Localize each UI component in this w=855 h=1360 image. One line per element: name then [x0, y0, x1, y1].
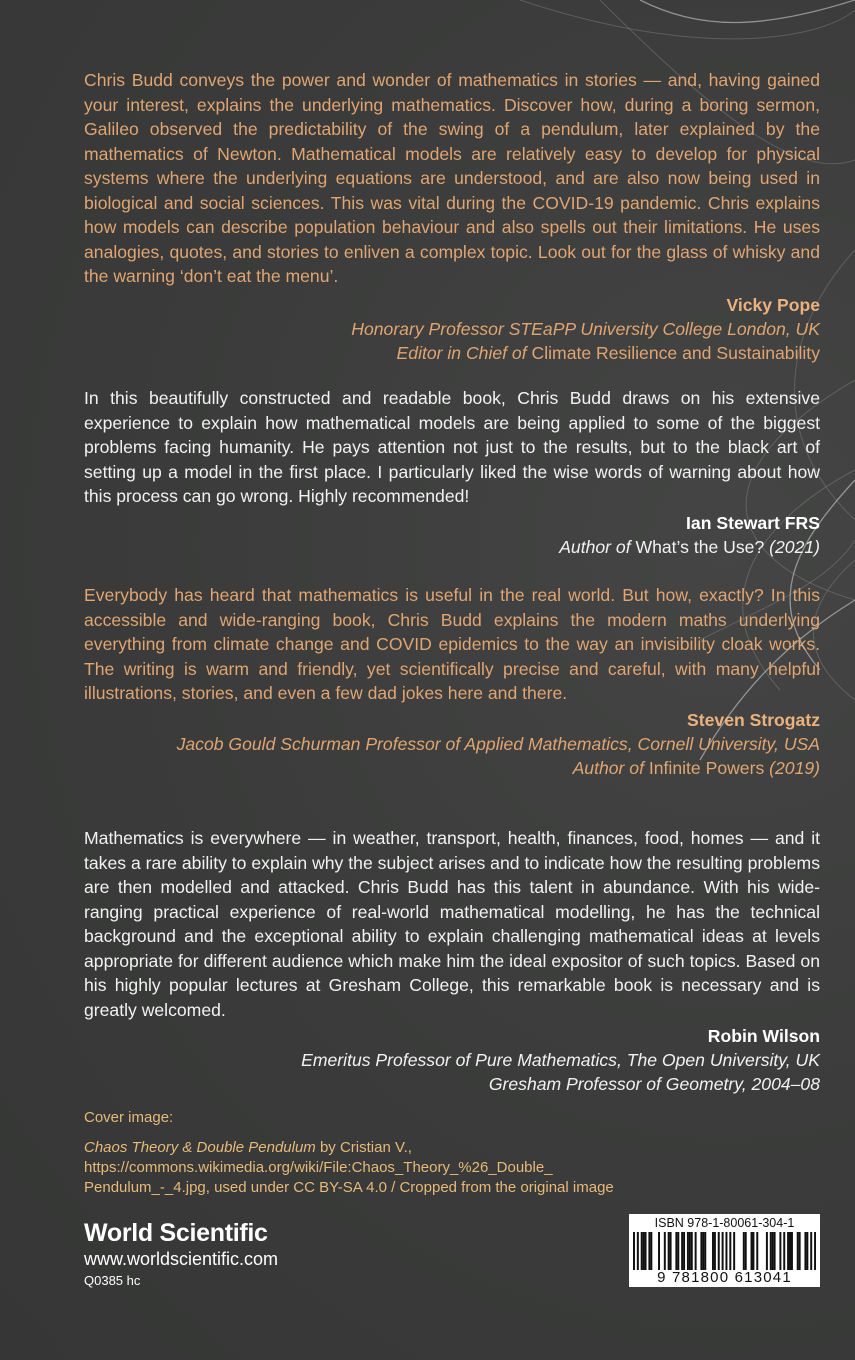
- isbn-barcode: [629, 1214, 820, 1287]
- barcode-bar: [752, 1232, 754, 1270]
- trail-line: [640, 0, 855, 23]
- barcode-digits: 9 781800 613041: [657, 1269, 792, 1286]
- review-quote: Everybody has heard that mathematics is useful in the real world. But how, exactly? In this accessible and wide-ranging book, Chris Budd explains the modern maths underlying everything from climate change and COVID epidemics to the way an invisibility cloak works. The writing is warm and friendly, yet scientifically precise and careful, with many helpful illustrations, stories, and even a few dad jokes here and there.: [84, 585, 820, 703]
- review-3: [84, 583, 820, 780]
- barcode-bar: [772, 1232, 774, 1270]
- barcode-bar: [670, 1232, 672, 1270]
- product-code: Q0385 hc: [84, 1273, 141, 1288]
- review-quote: Mathematics is everywhere — in weather, transport, health, finances, food, homes — and it takes a rare ability to explain why the subject arises and to indicate how the resulting problems are then modelled and attacked. Chris Budd has this talent in abundance. With his wide-ranging practical experience of real-world mathematical modelling, he has the technical background and the exceptional ability to explain challenging mathematical ideas at levels appropriate for different audience which make him the ideal expositor of such topics. Based on his highly popular lectures at Gresham College, this remarkable book is necessary and is greatly welcomed.: [84, 828, 820, 1020]
- barcode-bar: [683, 1232, 685, 1270]
- barcode-bar: [712, 1232, 714, 1270]
- barcode-bar: [722, 1232, 724, 1270]
- publisher-block: [84, 1218, 278, 1292]
- review-4: [84, 826, 820, 1096]
- publisher-url: www.worldscientific.com: [84, 1249, 279, 1269]
- review-2: [84, 386, 820, 559]
- barcode-bar: [643, 1232, 645, 1270]
- review-author-role: Author of Infinite Powers (2019): [572, 757, 820, 778]
- barcode-bar: [681, 1232, 683, 1270]
- barcode-bars: [633, 1232, 816, 1270]
- barcode-bar: [675, 1232, 677, 1270]
- barcode-bar: [645, 1232, 647, 1270]
- review-author: Vicky Pope: [726, 294, 820, 315]
- barcode-bar: [751, 1232, 753, 1270]
- credit-by: by Cristian V.,: [315, 1139, 412, 1156]
- barcode-bar: [633, 1232, 635, 1270]
- barcode-bar: [779, 1232, 781, 1270]
- barcode-bar: [745, 1232, 747, 1270]
- barcode-bar: [725, 1232, 727, 1270]
- barcode-bar: [700, 1232, 702, 1270]
- barcode-bar: [704, 1232, 706, 1270]
- review-author: Robin Wilson: [707, 1026, 820, 1046]
- barcode-bar: [797, 1232, 799, 1270]
- review-1: [84, 68, 820, 365]
- review-author-role: Jacob Gould Schurman Professor of Applied Mathematics, Cornell University, USA: [176, 733, 820, 754]
- review-author-role: Honorary Professor STEaPP University College London, UK: [351, 318, 820, 339]
- barcode-bar: [791, 1232, 793, 1270]
- trail-line: [520, 0, 855, 39]
- barcode-bar: [658, 1232, 660, 1270]
- barcode-bar: [756, 1232, 758, 1270]
- review-author-role: Gresham Professor of Geometry, 2004–08: [488, 1074, 820, 1094]
- barcode-bar: [799, 1232, 801, 1270]
- barcode-bar: [650, 1232, 652, 1270]
- barcode-bar: [810, 1232, 812, 1270]
- barcode-bar: [733, 1232, 735, 1270]
- cover-image-credit: [84, 1108, 684, 1198]
- barcode-bar: [664, 1232, 666, 1270]
- barcode-bar: [637, 1232, 639, 1270]
- barcode-bar: [783, 1232, 785, 1270]
- review-quote: In this beautifully constructed and readable book, Chris Budd draws on his extensive experience to explain how mathematical models are being applied to some of the biggest problems facing humanity. He pays attention not just to the results, but to the black art of setting up a model in the first place. I particularly liked the wise words of warning about how this process can go wrong. Highly recommended!: [84, 388, 820, 506]
- credit-title-line: [84, 1138, 684, 1158]
- barcode-bar: [766, 1232, 768, 1270]
- barcode-bar: [691, 1232, 693, 1270]
- review-author-role: Emeritus Professor of Pure Mathematics, The Open University, UK: [301, 1050, 820, 1070]
- barcode-bar: [714, 1232, 716, 1270]
- credit-url-line-1: https://commons.wikimedia.org/wiki/File:Chaos_Theory_%26_Double_: [84, 1159, 553, 1176]
- publisher-logo: World Scientific: [84, 1219, 268, 1247]
- barcode-bar: [774, 1232, 776, 1270]
- review-author: Steven Strogatz: [687, 709, 820, 730]
- barcode-bar: [729, 1232, 731, 1270]
- barcode-bar: [718, 1232, 720, 1270]
- barcode-bar: [770, 1232, 772, 1270]
- review-author-role: Editor in Chief of Climate Resilience and Sustainability: [396, 342, 820, 363]
- barcode-bar: [814, 1232, 816, 1270]
- credit-heading: Cover image:: [84, 1109, 174, 1126]
- review-author: Ian Stewart FRS: [686, 512, 820, 533]
- barcode-bar: [687, 1232, 689, 1270]
- barcode-bar: [668, 1232, 670, 1270]
- barcode-bar: [695, 1232, 697, 1270]
- barcode-bar: [743, 1232, 745, 1270]
- barcode-bar: [804, 1232, 806, 1270]
- review-author-role: Author of What’s the Use? (2021): [559, 536, 820, 557]
- credit-url-line-2: Pendulum_-_4.jpg, used under CC BY-SA 4.0 / Cropped from the original image: [84, 1179, 614, 1196]
- credit-title: Chaos Theory & Double Pendulum: [84, 1139, 316, 1156]
- barcode-bar: [702, 1232, 704, 1270]
- barcode-bar: [787, 1232, 789, 1270]
- barcode-bar: [641, 1232, 643, 1270]
- barcode-bar: [648, 1232, 650, 1270]
- barcode-bar: [806, 1232, 808, 1270]
- isbn-label: ISBN 978-1-80061-304-1: [654, 1216, 795, 1230]
- barcode-bar: [689, 1232, 691, 1270]
- review-quote: Chris Budd conveys the power and wonder of mathematics in stories — and, having gained your interest, explains the underlying mathematics. Discover how, during a boring sermon, Galileo observed the predictability of the swing of a pendulum, later explained by the mathematics of Newton. Mathematical models are relatively easy to develop for physical systems where the underlying equations are understood, and are also now being used in biological and social sciences. This was vital during the COVID-19 pandemic. Chris explains how models can describe population behaviour and also spells out their limitations. He uses analogies, quotes, and stories to enliven a complex topic. Look out for the glass of whisky and the warning ‘don’t eat the menu’.: [84, 70, 820, 286]
- barcode-bar: [677, 1232, 679, 1270]
- barcode-bar: [789, 1232, 791, 1270]
